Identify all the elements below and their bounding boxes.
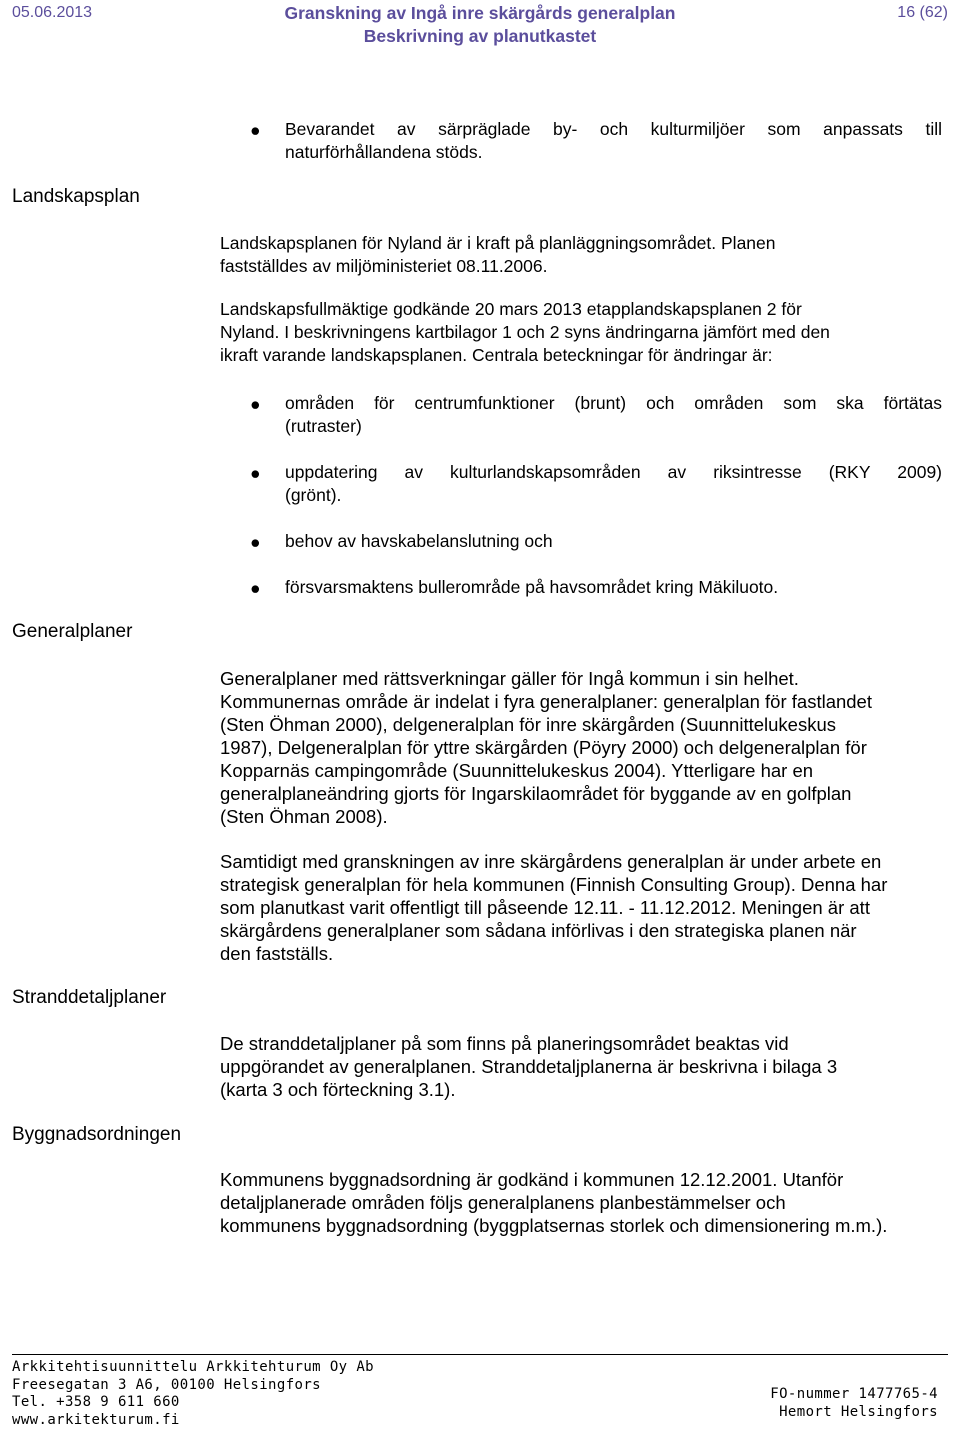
bullet-item-2-line1: uppdatering av kulturlandskapsområden av riksintresse (RKY 2009)	[285, 462, 942, 482]
side-heading-byggnadsordningen: Byggnadsordningen	[12, 1124, 182, 1145]
text-line: (Sten Öhman 2008).	[220, 806, 388, 827]
text-line: skärgårdens generalplaner som sådana införlivas i den strategiska planen när	[220, 920, 857, 941]
text-line: Generalplaner med rättsverkningar gäller för Ingå kommun i sin helhet.	[220, 668, 799, 689]
header-title-line1: Granskning av Ingå inre skärgårds generalplan	[284, 3, 676, 23]
side-heading-generalplaner: Generalplaner	[12, 621, 133, 642]
text-line: Kommunens byggnadsordning är godkänd i kommunen 12.12.2001. Utanför	[220, 1169, 844, 1190]
landskapsplan-paragraph-2	[220, 298, 942, 367]
bullet-marker: ●	[250, 532, 261, 552]
text-line: Nyland. I beskrivningens kartbilagor 1 och 2 syns ändringarna jämfört med den	[220, 322, 830, 342]
text-line: Kommunernas område är indelat i fyra generalplaner: generalplan för fastlandet	[220, 691, 872, 712]
footer-company: Arkkitehtisuunnittelu Arkkitehturum Oy Ab	[12, 1359, 374, 1375]
text-line: Landskapsfullmäktige godkände 20 mars 2013 etapplandskapsplanen 2 för	[220, 299, 802, 319]
footer-address: Freesegatan 3 A6, 00100 Helsingfors	[12, 1376, 322, 1393]
side-heading-stranddetaljplaner: Stranddetaljplaner	[12, 987, 167, 1008]
text-line: uppgörandet av generalplanen. Stranddetaljplanerna är beskrivna i bilaga 3	[220, 1056, 838, 1077]
text-line: kommunens byggnadsordning (byggplatsernas storlek och dimensionering m.m.).	[220, 1215, 888, 1236]
stranddetaljplaner-paragraph	[220, 1032, 942, 1101]
footer-website[interactable]: www.arkitekturum.fi	[12, 1411, 180, 1428]
bullet-marker: ●	[250, 463, 261, 483]
text-line: som planutkast varit offentligt till påseende 12.11. - 11.12.2012. Meningen är att	[220, 897, 870, 918]
bullet-item-1-line2: (rutraster)	[285, 416, 362, 436]
text-line: (karta 3 och förteckning 3.1).	[220, 1079, 456, 1100]
bullet-item-top-line1: Bevarandet av särpräglade by- och kulturmiljöer som anpassats till	[285, 119, 942, 139]
bullet-marker: ●	[250, 578, 261, 598]
bullet-marker: ●	[250, 120, 261, 140]
text-line: den fastställs.	[220, 943, 334, 964]
generalplaner-paragraph-2	[220, 850, 942, 965]
bullet-item-1-line1: områden för centrumfunktioner (brunt) och områden som ska förtätas	[285, 393, 942, 413]
header-page-number: 16 (62)	[897, 4, 948, 21]
header-title	[0, 2, 960, 48]
text-line: Kopparnäs campingområde (Suunnittelukeskus 2004). Ytterligare har en	[220, 760, 814, 781]
header-title-line2: Beskrivning av planutkastet	[363, 26, 597, 46]
side-heading-landskapsplan: Landskapsplan	[12, 186, 140, 207]
generalplaner-paragraph-1	[220, 667, 942, 828]
text-line: ikraft varande landskapsplanen. Centrala beteckningar för ändringar är:	[220, 345, 773, 365]
text-line: fastställdes av miljöministeriet 08.11.2006.	[220, 256, 548, 276]
footer-domicile: Hemort Helsingfors	[779, 1403, 938, 1420]
header-date: 05.06.2013	[12, 4, 93, 21]
bullet-item-3-line1: behov av havskabelanslutning och	[285, 531, 553, 551]
bullet-item-top-line2: naturförhållandena stöds.	[285, 142, 483, 162]
bullet-item-4-line1: försvarsmaktens bullerområde på havsområdet kring Mäkiluoto.	[285, 577, 779, 597]
footer-registration-block	[770, 1386, 938, 1421]
footer-fo-number: FO-nummer 1477765-4	[770, 1386, 938, 1402]
text-line: De stranddetaljplaner på som finns på planeringsområdet beaktas vid	[220, 1033, 789, 1054]
footer-company-block	[12, 1359, 374, 1429]
text-line: strategisk generalplan för hela kommunen (Finnish Consulting Group). Denna har	[220, 874, 888, 895]
text-line: detaljplanerade områden följs generalplanens planbestämmelser och	[220, 1192, 786, 1213]
bullet-item-2-line2: (grönt).	[285, 485, 342, 505]
text-line: 1987), Delgeneralplan för yttre skärgården (Pöyry 2000) och delgeneralplan för	[220, 737, 867, 758]
bullet-marker: ●	[250, 394, 261, 414]
text-line: (Sten Öhman 2000), delgeneralplan för inre skärgården (Suunnittelukeskus	[220, 714, 837, 735]
text-line: Landskapsplanen för Nyland är i kraft på planläggningsområdet. Planen	[220, 233, 776, 253]
page-header	[0, 0, 960, 50]
byggnadsordningen-paragraph	[220, 1168, 942, 1237]
footer-divider	[12, 1354, 948, 1355]
landskapsplan-paragraph-1	[220, 232, 942, 278]
text-line: generalplaneändring gjorts för Ingarskilaområdet för byggande av en golfplan	[220, 783, 852, 804]
text-line: Samtidigt med granskningen av inre skärgårdens generalplan är under arbete en	[220, 851, 882, 872]
footer-phone: Tel. +358 9 611 660	[12, 1394, 180, 1410]
